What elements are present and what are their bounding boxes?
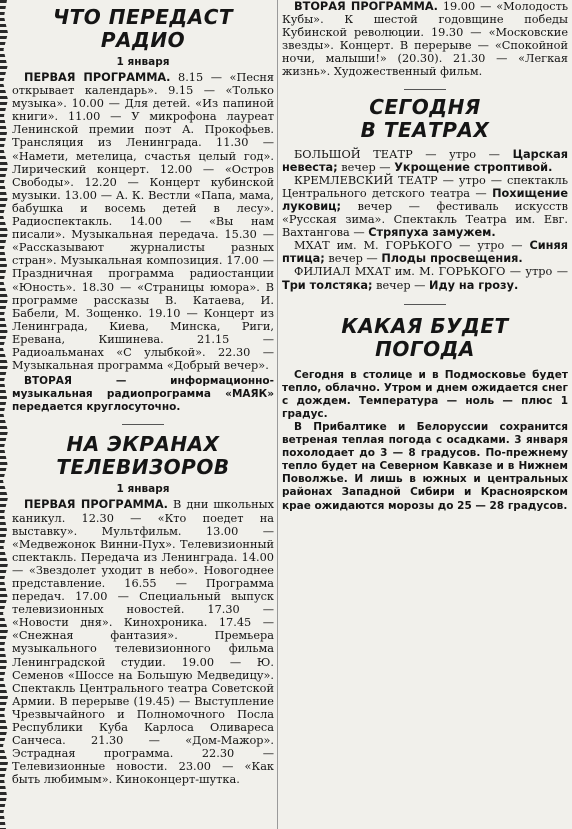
filial-time1: — утро — [509,265,568,279]
theatres-title-line1: СЕГОДНЯ [369,94,481,119]
mxat-play1: Синяя птица; [282,239,568,266]
weather-section [282,315,568,513]
tv-first-program [12,498,274,786]
weather-para1: Сегодня в столице и в Подмосковье будет тепло, облачно. Утром и днем ожидается снег с дождем. Температура — ноль — плюс 1 градус. [282,368,568,420]
tv-title-line1: НА ЭКРАНАХ [66,432,220,457]
weather-title-line2: ПОГОДА [375,336,475,361]
radio-second-text: — информационно-музыкальная радиопрограмма «МАЯК» передается круглосуточно. [12,375,274,414]
section-separator [404,89,446,90]
tv-first-text: В дни школьных каникул. 12.30 — «Кто поедет на выставку». Мультфильм. 13.00 — «Медвежонок Винни-Пух». Телевизионный спектакль. Передача из Ленинграда. 14.00 — «Звездолет уходит в небо». Новогоднее представление. 16.55 — Программа передач. 17.00 — Специальный выпуск телевизионных новостей. 17.30 — «Новости дня». Кинохроника. 17.45 — «Снежная фантазия». Премьера музыкального телевизионного фильма Ленинградской студии. 19.00 — Ю. Семенов «Шоссе на Большую Медведицу». Спектакль Центрального театра Советской Армии. В перерыве (19.45) — Выступление Чрезвычайного и Полномочного Посла Республики Куба Карлоса Оливареса Санчеса. 21.30 — «Дом-Мажор». Эстрадная программа. 22.30 — Телевизионные новости. 23.00 — «Как быть любимым». Киноконцерт-шутка. [12,498,274,787]
radio-title-line2: РАДИО [100,28,186,52]
radio-second-program [12,375,274,414]
radio-section [12,0,274,414]
radio-second-label: ВТОРАЯ [24,375,72,388]
bolshoi-play2: Укрощение строптивой. [394,160,553,174]
theatre-filial [282,265,568,291]
kremlin-time2: вечер — фестиваль искусств «Русская зима». Спектакль Театра им. Евг. Вахтангова — [282,199,568,240]
tv-second-text: 19.00 — «Молодость Кубы». К шестой годовщине победы Кубинской революции. 19.30 — «Московские звезды». Концерт. В перерыве — «Спокойной ночи, малыши!» (20.30). 21.30 — «Легкая жизнь». Художественный фильм. [282,0,568,79]
theatres-title-line2: В ТЕАТРАХ [360,117,490,142]
tv-section [12,433,274,786]
mxat-play2: Плоды просвещения. [381,252,523,266]
radio-date: 1 января [116,56,170,68]
filial-name: ФИЛИАЛ МХАТ им. М. ГОРЬКОГО [294,265,506,279]
mxat-time1: — утро — [459,239,523,253]
kremlin-play1: Похищение луковиц; [282,186,568,213]
tv-title [12,433,274,479]
theatre-kremlin [282,174,568,239]
bolshoi-time2: вечер — [341,160,391,174]
radio-title-line1: ЧТО ПЕРЕДАСТ [52,5,234,29]
column-divider [277,0,278,829]
section-separator [122,424,164,425]
theatre-bolshoi [282,148,568,174]
weather-title [282,315,568,361]
mxat-time2: вечер — [328,252,378,266]
filial-time2: вечер — [376,278,426,292]
theatre-mxat [282,239,568,265]
bolshoi-play1: Царская невеста; [282,147,568,174]
tv-title-line2: ТЕЛЕВИЗОРОВ [56,455,230,480]
filial-play1: Три толстяка; [282,278,373,292]
radio-first-text: 8.15 — «Песня открывает календарь». 9.15 — «Только музыка». 10.00 — Для детей. «Из папиной книги». 11.00 — У микрофона лауреат Ленинской премии поэт А. Прокофьев. Трансляция из Ленинграда. 11.30 — «Намети, метелица, счастья целый год». Лирический концерт. 12.00 — «Остров Свободы». 12.20 — Концерт кубинской музыки. 13.00 — А. К. Вестли «Папа, мама, бабушка и восемь детей в лесу». Радиоспектакль. 14.00 — «Вы нам писали». Музыкальная передача. 15.30 — «Рассказывают журналисты разных стран». Музыкальная композиция. 17.00 — Праздничная программа радиостанции «Юность». 18.30 — «Страницы юмора». В программе рассказы В. Катаева, И. Бабели, М. Зощенко. 19.10 — Концерт из Ленинграда, Киева, Минска, Риги, Еревана, Кишинева. 21.15 — Радиоальманах «С улыбкой». 22.30 — Музыкальная программа «Добрый вечер». [12,71,274,373]
right-column [282,0,568,829]
left-column [12,0,274,829]
tv-continued [282,0,568,79]
theatres-title [282,96,568,142]
tv-second-label: ВТОРАЯ ПРОГРАММА. [294,0,438,13]
kremlin-time1: — утро — спектакль Центрального детского театра — [282,173,568,200]
kremlin-name: КРЕМЛЕВСКИЙ ТЕАТР [294,173,438,187]
radio-first-program [12,71,274,372]
bolshoi-name: БОЛЬШОЙ ТЕАТР [294,147,413,161]
filial-play2: Иду на грозу. [429,278,519,292]
radio-first-label: ПЕРВАЯ ПРОГРАММА. [24,71,171,84]
torn-page-edge [0,0,10,829]
kremlin-play2: Стряпуха замужем. [368,226,496,240]
section-separator [404,304,446,305]
mxat-name: МХАТ им. М. ГОРЬКОГО [294,239,453,253]
tv-first-label: ПЕРВАЯ ПРОГРАММА. [24,498,168,512]
bolshoi-time1: — утро — [425,147,500,161]
weather-para2: В Прибалтике и Белоруссии сохранится ветреная теплая погода с осадками. 3 января похолодает до 3 — 8 градусов. По-прежнему тепло будет на Северном Кавказе и в Нижнем Поволжье. И лишь в южных и центральных районах Западной Сибири и Красноярском крае ожидаются морозы до 25 — 28 градусов. [282,420,568,512]
theatres-section [282,96,568,292]
tv-date: 1 января [116,483,170,496]
tv-second-program [282,0,568,79]
weather-title-line1: КАКАЯ БУДЕТ [341,313,509,338]
radio-title [12,6,274,52]
